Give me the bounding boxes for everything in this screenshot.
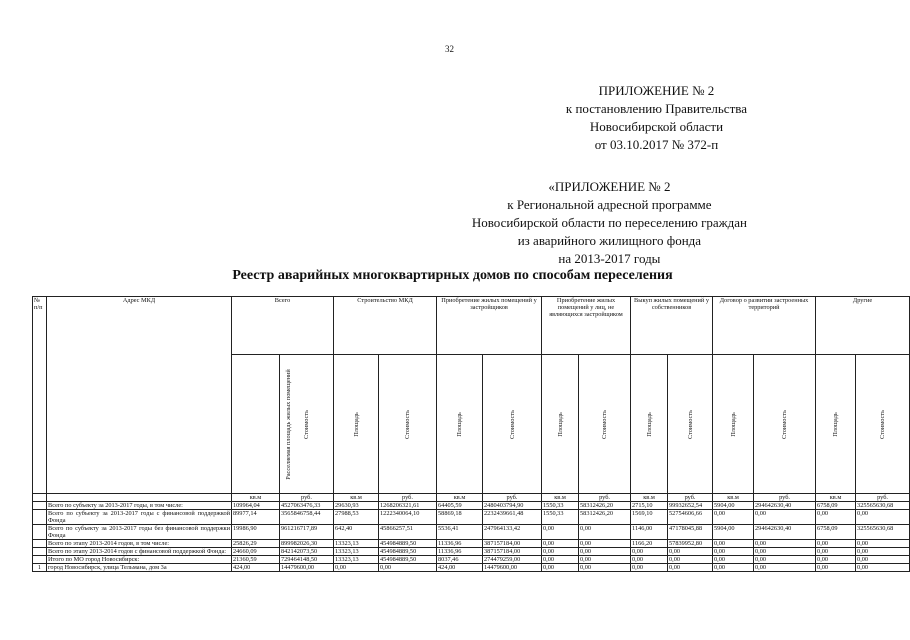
page-number: 32	[445, 44, 454, 54]
value-cell: 0,00	[754, 548, 816, 556]
value-cell: 0,00	[579, 564, 631, 572]
value-cell: 0,00	[713, 510, 754, 525]
subheader-area: Площадь	[334, 355, 379, 494]
row-label: Итого по МО город Новосибирск:	[47, 556, 232, 564]
row-label: Всего по этапу 2013-2014 годов с финансовой поддержкой Фонда:	[47, 548, 232, 556]
subheader-cost: Стоимость	[754, 355, 816, 494]
table-row	[33, 502, 910, 510]
value-cell: 642,40	[334, 525, 379, 540]
subheader-area: Площадь	[816, 355, 856, 494]
value-cell: 454984889,50	[379, 548, 437, 556]
unit-cell: руб.	[668, 494, 713, 502]
value-cell: 19986,90	[232, 525, 280, 540]
appendix-line: к постановлению Правительства	[565, 101, 747, 116]
value-cell: 0,00	[334, 564, 379, 572]
value-cell: 0,00	[754, 556, 816, 564]
value-cell: 99932652,54	[668, 502, 713, 510]
header-construction: Строительство МКД	[334, 297, 437, 355]
value-cell: 11336,96	[437, 540, 483, 548]
value-cell: 8037,46	[437, 556, 483, 564]
value-cell: 89977,14	[232, 510, 280, 525]
row-number	[33, 556, 47, 564]
value-cell: 454984889,50	[379, 556, 437, 564]
value-cell: 0,00	[713, 556, 754, 564]
header-buyout: Выкуп жилых помещений у собственников	[631, 297, 713, 355]
value-cell: 5536,41	[437, 525, 483, 540]
value-cell: 0,00	[713, 548, 754, 556]
unit-cell: кв.м	[437, 494, 483, 502]
value-cell: 1569,10	[631, 510, 668, 525]
table-row	[33, 556, 910, 564]
row-number	[33, 548, 47, 556]
value-cell: 294642630,40	[754, 502, 816, 510]
row-number	[33, 502, 47, 510]
units-row	[33, 494, 910, 502]
unit-cell: кв.м	[334, 494, 379, 502]
subheader-cost: Стоимость	[280, 355, 334, 494]
row-label: Всего по этапу 2013-2014 годов, в том числе:	[47, 540, 232, 548]
value-cell: 0,00	[542, 564, 579, 572]
appendix-block-program	[472, 178, 747, 268]
value-cell: 0,00	[579, 525, 631, 540]
unit-cell: руб.	[856, 494, 910, 502]
row-number: 1	[33, 564, 47, 572]
value-cell: 0,00	[754, 564, 816, 572]
unit-cell: руб.	[579, 494, 631, 502]
table-row	[33, 540, 910, 548]
value-cell: 2715,10	[631, 502, 668, 510]
appendix-block-resolution	[566, 82, 747, 154]
value-cell: 424,00	[437, 564, 483, 572]
value-cell: 961216717,89	[280, 525, 334, 540]
value-cell: 1550,33	[542, 510, 579, 525]
value-cell: 0,00	[856, 510, 910, 525]
table-body	[33, 502, 910, 572]
value-cell: 0,00	[754, 540, 816, 548]
value-cell: 13323,13	[334, 556, 379, 564]
value-cell: 13323,13	[334, 548, 379, 556]
value-cell: 0,00	[713, 540, 754, 548]
value-cell: 1550,33	[542, 502, 579, 510]
subheader-cost: Стоимость	[856, 355, 910, 494]
value-cell: 729464148,50	[280, 556, 334, 564]
value-cell: 0,00	[816, 556, 856, 564]
value-cell: 0,00	[668, 548, 713, 556]
value-cell: 0,00	[856, 548, 910, 556]
row-number	[33, 525, 47, 540]
header-num: № п/п	[33, 297, 47, 494]
value-cell: 0,00	[631, 556, 668, 564]
value-cell: 58869,18	[437, 510, 483, 525]
header-total: Всего	[232, 297, 334, 355]
row-label: Всего по субъекту за 2013-2017 годы без финансовой поддержки Фонда	[48, 525, 230, 539]
value-cell: 5904,00	[713, 525, 754, 540]
unit-cell: кв.м	[816, 494, 856, 502]
value-cell: 0,00	[856, 556, 910, 564]
header-address: Адрес МКД	[47, 297, 232, 494]
value-cell: 387157184,00	[483, 540, 542, 548]
subheader-area: Площадь	[713, 355, 754, 494]
value-cell: 6758,09	[816, 502, 856, 510]
value-cell: 0,00	[579, 556, 631, 564]
value-cell: 0,00	[379, 564, 437, 572]
value-cell: 27988,53	[334, 510, 379, 525]
value-cell: 0,00	[542, 548, 579, 556]
value-cell: 58312426,20	[579, 502, 631, 510]
subheader-area: Площадь	[437, 355, 483, 494]
appendix-line: на 2013-2017 годы	[558, 251, 661, 266]
value-cell: 52754606,66	[668, 510, 713, 525]
value-cell: 13323,13	[334, 540, 379, 548]
value-cell: 387157184,00	[483, 548, 542, 556]
value-cell: 3565846758,44	[280, 510, 334, 525]
value-cell: 58312426,20	[579, 510, 631, 525]
value-cell: 4527063476,33	[280, 502, 334, 510]
value-cell: 0,00	[713, 564, 754, 572]
subheader-cost: Стоимость	[483, 355, 542, 494]
appendix-line: от 03.10.2017 № 372-п	[594, 137, 719, 152]
value-cell: 109964,04	[232, 502, 280, 510]
value-cell: 0,00	[816, 564, 856, 572]
appendix-line: к Региональной адресной программе	[507, 197, 712, 212]
unit-cell: кв.м	[713, 494, 754, 502]
subheader-settled-area: Расселяемая площадь жилых помещений	[232, 355, 280, 494]
value-cell: 0,00	[542, 556, 579, 564]
appendix-line: «ПРИЛОЖЕНИЕ № 2	[548, 179, 671, 194]
value-cell: 0,00	[542, 525, 579, 540]
unit-cell: кв.м	[232, 494, 280, 502]
value-cell: 2232439661,48	[483, 510, 542, 525]
value-cell: 0,00	[856, 540, 910, 548]
value-cell: 11336,96	[437, 548, 483, 556]
value-cell: 424,00	[232, 564, 280, 572]
value-cell: 0,00	[856, 564, 910, 572]
registry-table	[32, 296, 910, 572]
value-cell: 0,00	[816, 540, 856, 548]
unit-cell: руб.	[483, 494, 542, 502]
appendix-line: из аварийного жилищного фонда	[517, 233, 702, 248]
appendix-line: ПРИЛОЖЕНИЕ № 2	[598, 83, 715, 98]
value-cell: 325565630,68	[856, 525, 910, 540]
value-cell: 0,00	[668, 564, 713, 572]
value-cell: 21360,59	[232, 556, 280, 564]
appendix-line: Новосибирской области по переселению граждан	[471, 215, 747, 230]
value-cell: 1146,00	[631, 525, 668, 540]
value-cell: 899982026,30	[280, 540, 334, 548]
value-cell: 29630,93	[334, 502, 379, 510]
value-cell: 325565630,68	[856, 502, 910, 510]
value-cell: 1268206321,61	[379, 502, 437, 510]
header-other: Другие	[816, 297, 910, 355]
value-cell: 45866257,51	[379, 525, 437, 540]
row-number	[33, 540, 47, 548]
unit-cell: руб.	[754, 494, 816, 502]
value-cell: 842142073,50	[280, 548, 334, 556]
subheader-cost: Стоимость	[579, 355, 631, 494]
unit-cell: руб.	[280, 494, 334, 502]
value-cell: 14479600,00	[280, 564, 334, 572]
value-cell: 64405,59	[437, 502, 483, 510]
value-cell: 0,00	[579, 548, 631, 556]
value-cell: 25826,29	[232, 540, 280, 548]
document-title: Реестр аварийных многоквартирных домов по способам переселения	[232, 268, 673, 283]
subheader-cost: Стоимость	[379, 355, 437, 494]
subheader-area: Площадь	[542, 355, 579, 494]
unit-cell: кв.м	[631, 494, 668, 502]
table-row	[33, 548, 910, 556]
table-row	[33, 525, 910, 540]
table-row	[33, 510, 910, 525]
value-cell: 247964133,42	[483, 525, 542, 540]
row-label: Всего по субъекту за 2013-2017 годы, в том числе:	[47, 502, 232, 510]
value-cell: 1222340064,10	[379, 510, 437, 525]
row-label: город Новосибирск, улица Тельмана, дом 3а	[47, 564, 232, 572]
value-cell: 294642630,40	[754, 525, 816, 540]
value-cell: 454984889,50	[379, 540, 437, 548]
value-cell: 2480403794,90	[483, 502, 542, 510]
header-purchase-developers: Приобретение жилых помещений у застройщиков	[437, 297, 542, 355]
header-development: Договор о развитии застроенных территорий	[713, 297, 816, 355]
row-label: Всего по субъекту за 2013-2017 годы с финансовой поддержкой Фонда	[48, 510, 230, 524]
value-cell: 47178045,88	[668, 525, 713, 540]
value-cell: 5904,00	[713, 502, 754, 510]
value-cell: 6758,09	[816, 525, 856, 540]
value-cell: 0,00	[579, 540, 631, 548]
value-cell: 14479600,00	[483, 564, 542, 572]
value-cell: 0,00	[816, 548, 856, 556]
header-purchase-non-developers: Приобретение жилых помещений у лиц, не являющихся застройщиком	[542, 297, 631, 355]
value-cell: 274479259,00	[483, 556, 542, 564]
value-cell: 24660,09	[232, 548, 280, 556]
value-cell: 57839952,80	[668, 540, 713, 548]
unit-cell: руб.	[379, 494, 437, 502]
value-cell: 1166,20	[631, 540, 668, 548]
value-cell: 0,00	[631, 564, 668, 572]
subheader-cost: Стоимость	[668, 355, 713, 494]
value-cell: 0,00	[631, 548, 668, 556]
row-number	[33, 510, 47, 525]
unit-cell: кв.м	[542, 494, 579, 502]
appendix-line: Новосибирской области	[589, 119, 724, 134]
value-cell: 0,00	[816, 510, 856, 525]
table-row	[33, 564, 910, 572]
value-cell: 0,00	[668, 556, 713, 564]
value-cell: 0,00	[542, 540, 579, 548]
value-cell: 0,00	[754, 510, 816, 525]
subheader-area: Площадь	[631, 355, 668, 494]
